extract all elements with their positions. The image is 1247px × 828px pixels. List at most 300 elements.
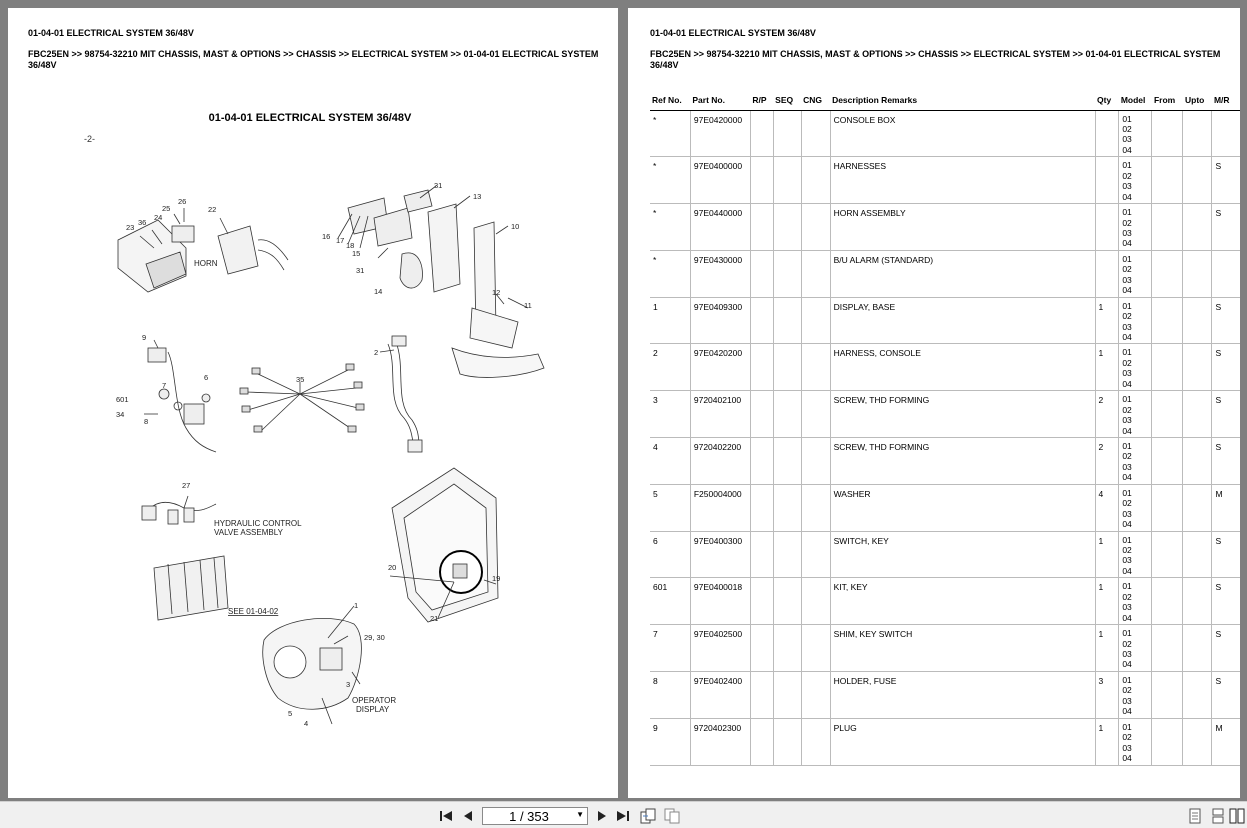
exploded-parts-diagram <box>8 8 618 798</box>
model-code: 04 <box>1122 378 1132 389</box>
callout-11: 11 <box>524 301 532 310</box>
fit-width-button[interactable] <box>664 808 680 824</box>
column-header: SEQ <box>773 94 801 110</box>
part-number-cell: 97E0400000 <box>690 157 750 204</box>
model-code: 03 <box>1122 134 1132 145</box>
viewer-toolbar <box>0 801 1247 828</box>
mr-cell: S <box>1212 344 1240 391</box>
model-code: 04 <box>1122 191 1132 202</box>
models-cell <box>1119 344 1152 391</box>
description-cell: WASHER <box>830 484 1095 531</box>
rp-cell <box>750 110 773 157</box>
upto-cell <box>1183 438 1212 485</box>
mr-cell <box>1212 110 1240 157</box>
model-code: 02 <box>1122 311 1132 322</box>
from-cell <box>1152 672 1183 719</box>
model-code: 03 <box>1122 368 1132 379</box>
model-code: 03 <box>1122 461 1132 472</box>
description-cell: HARNESSES <box>830 157 1095 204</box>
description-cell: HOLDER, FUSE <box>830 672 1095 719</box>
model-code: 02 <box>1122 545 1132 556</box>
cng-cell <box>801 250 830 297</box>
models-cell <box>1119 297 1152 344</box>
mr-cell: S <box>1212 391 1240 438</box>
part-number-cell: 97E0440000 <box>690 204 750 251</box>
console-harness <box>388 336 422 452</box>
ref-cell: * <box>650 204 690 251</box>
table-row <box>650 438 1240 485</box>
horn-label: HORN <box>194 259 218 268</box>
qty-cell <box>1095 157 1119 204</box>
cng-cell <box>801 578 830 625</box>
callout-2: 2 <box>374 348 379 357</box>
part-number-cell: 97E0400300 <box>690 531 750 578</box>
seq-cell <box>773 297 801 344</box>
mr-cell: S <box>1212 297 1240 344</box>
mr-cell: S <box>1212 578 1240 625</box>
operator-label-2: DISPLAY <box>356 705 390 714</box>
callout-20: 20 <box>388 563 397 572</box>
callout-22: 22 <box>208 205 217 214</box>
model-code: 01 <box>1122 721 1132 732</box>
from-cell <box>1152 344 1183 391</box>
ref-cell: * <box>650 157 690 204</box>
rp-cell <box>750 438 773 485</box>
part-number-cell: 97E0409300 <box>690 297 750 344</box>
qty-cell: 1 <box>1095 531 1119 578</box>
model-code: 04 <box>1122 659 1132 670</box>
part-number-cell: F250004000 <box>690 484 750 531</box>
callout-24: 24 <box>154 213 163 222</box>
model-code: 04 <box>1122 238 1132 249</box>
upto-cell <box>1183 672 1212 719</box>
ref-cell: 1 <box>650 297 690 344</box>
previous-page-button[interactable] <box>460 808 476 824</box>
callout-12: 12 <box>492 288 501 297</box>
model-code: 04 <box>1122 285 1132 296</box>
model-code: 02 <box>1122 685 1132 696</box>
model-code: 01 <box>1122 487 1132 498</box>
model-code: 01 <box>1122 113 1132 124</box>
seq-cell <box>773 391 801 438</box>
table-row <box>650 391 1240 438</box>
rp-cell <box>750 484 773 531</box>
single-page-view-button[interactable] <box>1187 808 1203 824</box>
model-code: 01 <box>1122 581 1132 592</box>
callout-23: 23 <box>126 223 135 232</box>
page-header-title: 01-04-01 ELECTRICAL SYSTEM 36/48V <box>28 28 194 38</box>
upto-cell <box>1183 531 1212 578</box>
cng-cell <box>801 204 830 251</box>
rp-cell <box>750 391 773 438</box>
rp-cell <box>750 718 773 765</box>
seq-cell <box>773 625 801 672</box>
model-code: 02 <box>1122 638 1132 649</box>
next-page-button[interactable] <box>594 808 610 824</box>
diagram-page <box>8 8 618 798</box>
upto-cell <box>1183 157 1212 204</box>
callout-18: 18 <box>346 241 355 250</box>
single-page-icon <box>1189 808 1201 824</box>
model-code: 03 <box>1122 321 1132 332</box>
upto-cell <box>1183 718 1212 765</box>
qty-cell: 4 <box>1095 484 1119 531</box>
cng-cell <box>801 391 830 438</box>
seq-cell <box>773 204 801 251</box>
upto-cell <box>1183 344 1212 391</box>
parts-list-page <box>628 8 1240 798</box>
table-row <box>650 531 1240 578</box>
rp-cell <box>750 204 773 251</box>
ref-cell: 3 <box>650 391 690 438</box>
model-code: 02 <box>1122 591 1132 602</box>
continuous-page-icon <box>1212 808 1224 824</box>
from-cell <box>1152 297 1183 344</box>
model-code: 01 <box>1122 675 1132 686</box>
ref-cell: * <box>650 250 690 297</box>
mr-cell: S <box>1212 204 1240 251</box>
table-row <box>650 297 1240 344</box>
seq-cell <box>773 438 801 485</box>
seq-cell <box>773 157 801 204</box>
continuous-view-button[interactable] <box>1210 808 1226 824</box>
model-code: 03 <box>1122 227 1132 238</box>
description-cell: DISPLAY, BASE <box>830 297 1095 344</box>
description-cell: SCREW, THD FORMING <box>830 391 1095 438</box>
model-code: 03 <box>1122 415 1132 426</box>
skip-last-icon <box>616 810 630 822</box>
rp-cell <box>750 531 773 578</box>
callout-3: 3 <box>346 680 351 689</box>
callout-27: 27 <box>182 481 191 490</box>
qty-cell <box>1095 204 1119 251</box>
model-code: 02 <box>1122 451 1132 462</box>
diagram-title: 01-04-01 ELECTRICAL SYSTEM 36/48V <box>208 112 412 124</box>
table-row <box>650 672 1240 719</box>
part-number-cell: 97E0420000 <box>690 110 750 157</box>
callout-34: 34 <box>116 410 125 419</box>
models-cell <box>1119 718 1152 765</box>
model-code: 04 <box>1122 519 1132 530</box>
cng-cell <box>801 718 830 765</box>
from-cell <box>1152 531 1183 578</box>
column-header: Qty <box>1095 94 1119 110</box>
seq-cell <box>773 110 801 157</box>
callout-4: 4 <box>304 719 309 728</box>
qty-cell: 3 <box>1095 672 1119 719</box>
description-cell: SCREW, THD FORMING <box>830 438 1095 485</box>
model-code: 01 <box>1122 160 1132 171</box>
breadcrumb: FBC25EN >> 98754-32210 MIT CHASSIS, MAST & OPTIONS >> CHASSIS >> ELECTRICAL SYSTEM >> 01-04-01 ELECTRICAL SYSTEM 36/48V <box>650 49 1221 70</box>
ref-cell: 4 <box>650 438 690 485</box>
table-row <box>650 344 1240 391</box>
upto-cell <box>1183 204 1212 251</box>
callout-19: 19 <box>492 574 501 583</box>
callout-31a: 31 <box>434 181 443 190</box>
description-cell: SHIM, KEY SWITCH <box>830 625 1095 672</box>
description-cell: KIT, KEY <box>830 578 1095 625</box>
part-number-cell: 97E0402400 <box>690 672 750 719</box>
cng-cell <box>801 297 830 344</box>
models-cell <box>1119 484 1152 531</box>
callout-7: 7 <box>162 381 167 390</box>
qty-cell: 2 <box>1095 391 1119 438</box>
from-cell <box>1152 204 1183 251</box>
callout-17: 17 <box>336 236 345 245</box>
triangle-right-icon <box>597 810 607 822</box>
chevron-down-icon: ▼ <box>576 810 584 819</box>
callout-10: 10 <box>511 222 520 231</box>
upto-cell <box>1183 297 1212 344</box>
models-cell <box>1119 625 1152 672</box>
table-header-row <box>650 94 1240 110</box>
model-code: 03 <box>1122 602 1132 613</box>
model-code: 04 <box>1122 612 1132 623</box>
column-header: R/P <box>750 94 773 110</box>
callout-5: 5 <box>288 709 293 718</box>
from-cell <box>1152 438 1183 485</box>
cng-cell <box>801 157 830 204</box>
table-row <box>650 578 1240 625</box>
mr-cell: S <box>1212 531 1240 578</box>
model-code: 04 <box>1122 331 1132 342</box>
from-cell <box>1152 110 1183 157</box>
seq-cell <box>773 250 801 297</box>
models-cell <box>1119 157 1152 204</box>
cng-cell <box>801 531 830 578</box>
bracket-group <box>338 190 544 377</box>
model-code: 02 <box>1122 170 1132 181</box>
cng-cell <box>801 344 830 391</box>
model-code: 03 <box>1122 508 1132 519</box>
qty-cell: 1 <box>1095 297 1119 344</box>
seq-cell <box>773 344 801 391</box>
qty-cell: 1 <box>1095 344 1119 391</box>
qty-cell: 1 <box>1095 718 1119 765</box>
two-page-view-button[interactable] <box>1229 808 1245 824</box>
operator-label-1: OPERATOR <box>352 696 397 705</box>
panel-group <box>392 468 501 622</box>
from-cell <box>1152 718 1183 765</box>
model-code: 01 <box>1122 347 1132 358</box>
model-code: 02 <box>1122 357 1132 368</box>
callout-36: 36 <box>138 218 147 227</box>
model-code: 04 <box>1122 753 1132 764</box>
rp-cell <box>750 672 773 719</box>
callout-13: 13 <box>473 192 482 201</box>
upto-cell <box>1183 250 1212 297</box>
rp-cell <box>750 297 773 344</box>
callout-601: 601 <box>116 395 129 404</box>
part-number-cell: 97E0420200 <box>690 344 750 391</box>
triangle-left-icon <box>463 810 473 822</box>
callout-26: 26 <box>178 197 187 206</box>
model-code: 03 <box>1122 649 1132 660</box>
ref-cell: 6 <box>650 531 690 578</box>
qty-cell: 1 <box>1095 578 1119 625</box>
column-header: CNG <box>801 94 830 110</box>
model-code: 04 <box>1122 144 1132 155</box>
models-cell <box>1119 110 1152 157</box>
ref-cell: 8 <box>650 672 690 719</box>
operator-display-group <box>263 618 362 724</box>
part-number-cell: 9720402200 <box>690 438 750 485</box>
column-header: Description Remarks <box>830 94 1095 110</box>
model-code: 04 <box>1122 706 1132 717</box>
last-page-button[interactable] <box>615 808 631 824</box>
upto-cell <box>1183 484 1212 531</box>
model-code: 03 <box>1122 742 1132 753</box>
upto-cell <box>1183 110 1212 157</box>
callout-21: 21 <box>430 614 439 623</box>
upto-cell <box>1183 391 1212 438</box>
breadcrumb: FBC25EN >> 98754-32210 MIT CHASSIS, MAST & OPTIONS >> CHASSIS >> ELECTRICAL SYSTEM >> 01-04-01 ELECTRICAL SYSTEM 36/48V <box>28 49 599 70</box>
two-page-icon <box>1229 808 1245 824</box>
mr-cell: S <box>1212 625 1240 672</box>
rp-cell <box>750 250 773 297</box>
cng-cell <box>801 625 830 672</box>
mr-cell: S <box>1212 438 1240 485</box>
upto-cell <box>1183 578 1212 625</box>
models-cell <box>1119 578 1152 625</box>
column-header: Upto <box>1183 94 1212 110</box>
column-header: Ref No. <box>650 94 690 110</box>
model-code: 02 <box>1122 123 1132 134</box>
mr-cell: S <box>1212 672 1240 719</box>
model-code: 04 <box>1122 472 1132 483</box>
models-cell <box>1119 438 1152 485</box>
model-code: 01 <box>1122 394 1132 405</box>
from-cell <box>1152 578 1183 625</box>
skip-first-icon <box>439 810 453 822</box>
from-cell <box>1152 250 1183 297</box>
column-header: M/R <box>1212 94 1240 110</box>
page-header-title: 01-04-01 ELECTRICAL SYSTEM 36/48V <box>650 28 816 38</box>
rp-cell <box>750 578 773 625</box>
ref-cell: 9 <box>650 718 690 765</box>
key-switch-group <box>144 348 216 452</box>
callout-1: 1 <box>354 601 359 610</box>
rp-cell <box>750 157 773 204</box>
model-code: 01 <box>1122 300 1132 311</box>
part-number-cell: 97E0430000 <box>690 250 750 297</box>
description-cell: CONSOLE BOX <box>830 110 1095 157</box>
models-cell <box>1119 672 1152 719</box>
ref-cell: 5 <box>650 484 690 531</box>
description-cell: HARNESS, CONSOLE <box>830 344 1095 391</box>
fit-width-icon <box>664 808 680 824</box>
first-page-button[interactable] <box>438 808 454 824</box>
callout-14: 14 <box>374 287 383 296</box>
horn-group <box>118 220 288 292</box>
callout-16: 16 <box>322 232 331 241</box>
fit-page-button[interactable] <box>640 808 656 824</box>
seq-cell <box>773 578 801 625</box>
callout-25: 25 <box>162 204 171 213</box>
model-code: 02 <box>1122 264 1132 275</box>
model-code: 02 <box>1122 498 1132 509</box>
model-code: 01 <box>1122 441 1132 452</box>
model-code: 04 <box>1122 425 1132 436</box>
callout-35: 35 <box>296 375 305 384</box>
description-cell: HORN ASSEMBLY <box>830 204 1095 251</box>
part-number-cell: 97E0402500 <box>690 625 750 672</box>
description-cell: B/U ALARM (STANDARD) <box>830 250 1095 297</box>
rp-cell <box>750 344 773 391</box>
seq-cell <box>773 484 801 531</box>
callout-31b: 31 <box>356 266 365 275</box>
part-number-cell: 97E0400018 <box>690 578 750 625</box>
seq-cell <box>773 531 801 578</box>
callout-8: 8 <box>144 417 149 426</box>
rp-cell <box>750 625 773 672</box>
parts-table-body <box>650 110 1240 765</box>
callout-15: 15 <box>352 249 361 258</box>
cng-cell <box>801 672 830 719</box>
model-code: 01 <box>1122 207 1132 218</box>
mr-cell: S <box>1212 157 1240 204</box>
table-row <box>650 718 1240 765</box>
from-cell <box>1152 391 1183 438</box>
page-select[interactable] <box>482 807 588 825</box>
model-code: 03 <box>1122 274 1132 285</box>
fit-page-icon <box>640 808 656 824</box>
column-header: Model <box>1119 94 1152 110</box>
ref-cell: 7 <box>650 625 690 672</box>
callout-6: 6 <box>204 373 209 382</box>
qty-cell <box>1095 250 1119 297</box>
model-code: 03 <box>1122 555 1132 566</box>
qty-cell: 2 <box>1095 438 1119 485</box>
seq-cell <box>773 718 801 765</box>
models-cell <box>1119 531 1152 578</box>
description-cell: PLUG <box>830 718 1095 765</box>
hydraulic-label-1: HYDRAULIC CONTROL <box>214 519 302 528</box>
hydraulic-label-2: VALVE ASSEMBLY <box>214 528 283 537</box>
callout-29-30: 29, 30 <box>364 633 385 642</box>
mr-cell: M <box>1212 484 1240 531</box>
model-code: 04 <box>1122 565 1132 576</box>
model-code: 03 <box>1122 181 1132 192</box>
table-row <box>650 250 1240 297</box>
cng-cell <box>801 484 830 531</box>
cng-cell <box>801 110 830 157</box>
table-row <box>650 110 1240 157</box>
models-cell <box>1119 391 1152 438</box>
table-row <box>650 484 1240 531</box>
see-reference-label: SEE 01-04-02 <box>228 607 279 616</box>
part-number-cell: 9720402100 <box>690 391 750 438</box>
table-row <box>650 625 1240 672</box>
mr-cell: M <box>1212 718 1240 765</box>
model-code: 02 <box>1122 732 1132 743</box>
model-code: 01 <box>1122 253 1132 264</box>
model-code: 02 <box>1122 217 1132 228</box>
models-cell <box>1119 250 1152 297</box>
ref-cell: 2 <box>650 344 690 391</box>
from-cell <box>1152 484 1183 531</box>
models-cell <box>1119 204 1152 251</box>
model-code: 01 <box>1122 534 1132 545</box>
description-cell: SWITCH, KEY <box>830 531 1095 578</box>
column-header: From <box>1152 94 1183 110</box>
cng-cell <box>801 438 830 485</box>
page-marker: -2- <box>84 134 95 144</box>
table-row <box>650 157 1240 204</box>
model-code: 01 <box>1122 628 1132 639</box>
parts-table <box>650 94 1240 766</box>
seq-cell <box>773 672 801 719</box>
